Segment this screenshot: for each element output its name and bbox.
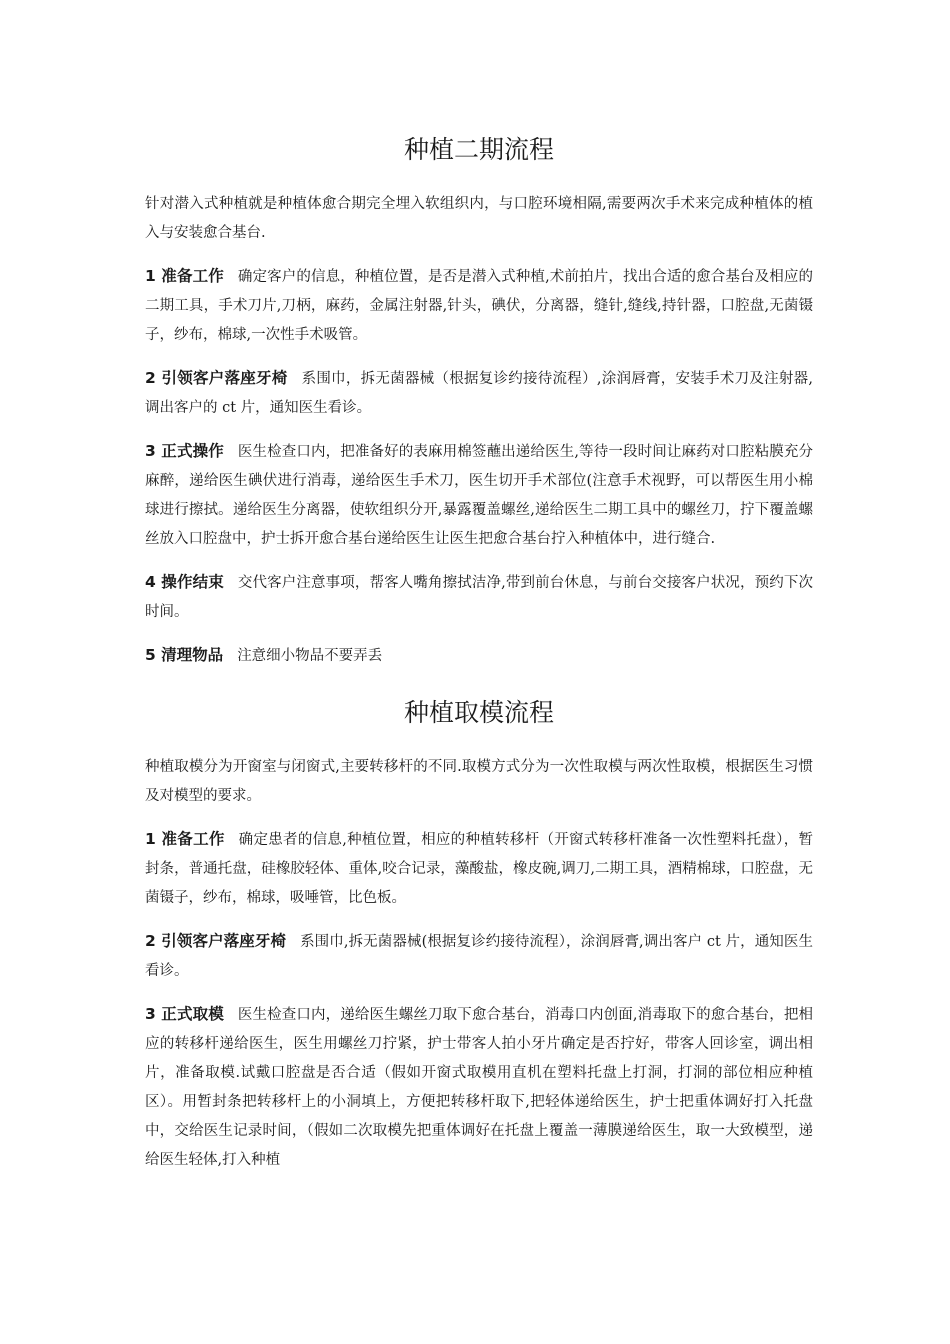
step-heading: 5 清理物品 [145,646,224,664]
step-paragraph [145,1000,813,1175]
step-text: 系围巾，拆无菌器械（根据复诊约接待流程）,涂润唇膏，安装手术刀及注射器,调出客户的 ct 片，通知医生看诊。 [145,371,813,416]
step-heading: 1 准备工作 [145,830,225,848]
step-text: 确定客户的信息，种植位置，是否是潜入式种植,术前拍片，找出合适的愈合基台及相应的二期工具，手术刀片,刀柄，麻药，金属注射器,针头，碘伏，分离器，缝针,缝线,持针器，口腔盘,无菌镊子，纱布，棉球,一次性手术吸管。 [145,269,814,343]
step-paragraph [145,437,813,554]
step-text: 确定患者的信息,种植位置，相应的种植转移杆（开窗式转移杆准备一次性塑料托盘），暂封条，普通托盘，硅橡胶轻体、重体,咬合记录，藻酸盐，橡皮碗,调刀,二期工具，酒精棉球，口腔盘，无菌镊子，纱布，棉球，吸唾管，比色板。 [145,832,813,906]
step-paragraph [145,262,813,350]
step-paragraph [145,825,813,913]
step-paragraph [145,927,813,986]
section-title-second-stage: 种植二期流程 [403,135,554,164]
step-paragraph [145,568,813,627]
step-heading: 1 准备工作 [145,267,224,285]
step-text: 交代客户注意事项，帮客人嘴角擦拭洁净,带到前台休息，与前台交接客户状况，预约下次时间。 [145,575,814,620]
step-heading: 3 正式操作 [145,442,224,460]
section-title-impression: 种植取模流程 [403,698,554,727]
step-heading: 2 引领客户落座牙椅 [145,369,288,387]
step-text: 医生检查口内，把准备好的表麻用棉签蘸出递给医生,等待一段时间让麻药对口腔粘膜充分麻醉，递给医生碘伏进行消毒，递给医生手术刀，医生切开手术部位(注意手术视野，可以帮医生用小棉球进行擦拭。递给医生分离器，使软组织分开,暴露覆盖螺丝,递给医生二期工具中的螺丝刀，拧下覆盖螺丝放入口腔盘中，护士拆开愈合基台递给医生让医生把愈合基台拧入种植体中，进行缝合. [145,444,814,547]
intro-paragraph-second-stage: 针对潜入式种植就是种植体愈合期完全埋入软组织内，与口腔环境相隔,需要两次手术来完成种植体的植入与安装愈合基台. [145,196,813,241]
step-text: 注意细小物品不要弄丢 [237,648,383,664]
step-paragraph [145,641,813,671]
document-page [145,128,813,1175]
step-heading: 2 引领客户落座牙椅 [145,932,287,950]
intro-paragraph-impression: 种植取模分为开窗室与闭窗式,主要转移杆的不同.取模方式分为一次性取模与两次性取模，根据医生习惯及对模型的要求。 [145,759,813,804]
step-text: 医生检查口内，递给医生螺丝刀取下愈合基台，消毒口内创面,消毒取下的愈合基台，把相应的转移杆递给医生，医生用螺丝刀拧紧，护士带客人拍小牙片确定是否拧好，带客人回诊室，调出相片，准备取模.试戴口腔盘是否合适（假如开窗式取模用直机在塑料托盘上打洞，打洞的部位相应种植区）。用暂封条把转移杆上的小洞填上，方便把转移杆取下,把轻体递给医生，护士把重体调好打入托盘中，交给医生记录时间，（假如二次取模先把重体调好在托盘上覆盖一薄膜递给医生，取一大致模型，递给医生轻体,打入种植 [145,1007,814,1168]
step-heading: 3 正式取模 [145,1005,224,1023]
step-text: 系围巾,拆无菌器械(根据复诊约接待流程），涂润唇膏,调出客户 ct 片，通知医生看诊。 [145,934,813,979]
step-paragraph [145,364,813,423]
step-heading: 4 操作结束 [145,573,224,591]
